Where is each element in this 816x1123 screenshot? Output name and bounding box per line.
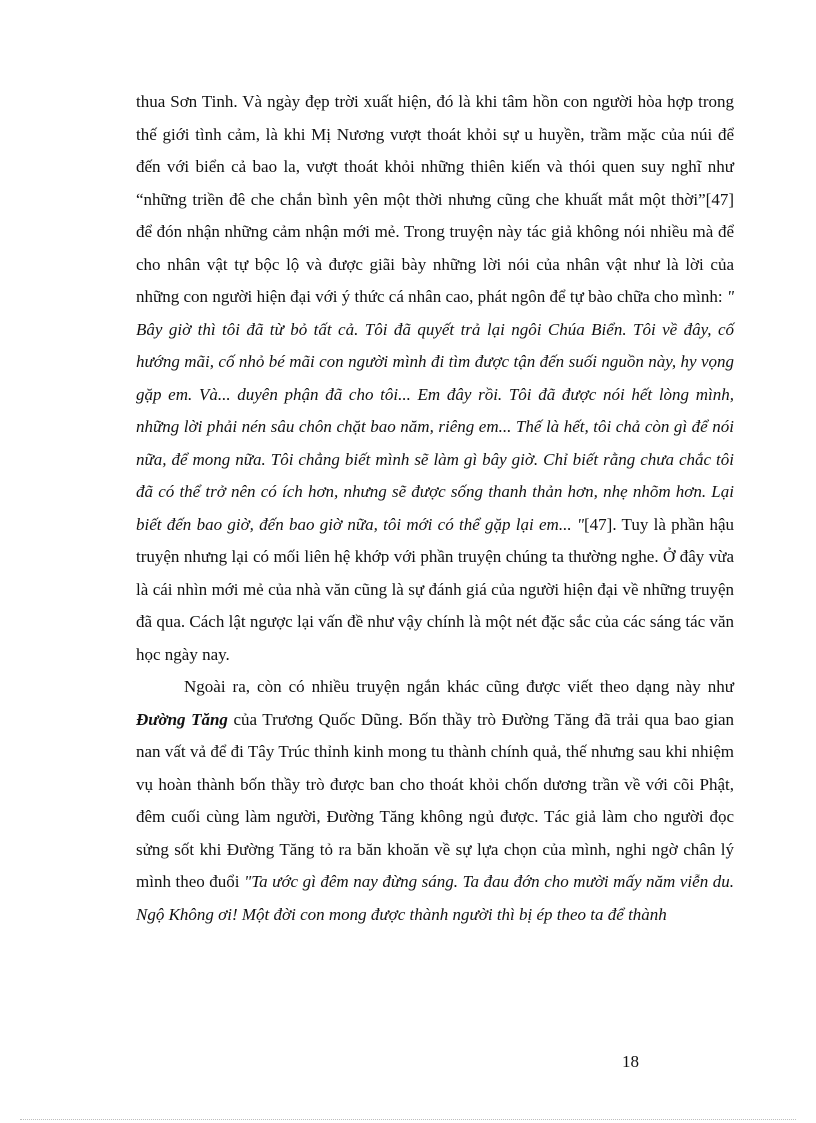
paragraph-2 bbox=[136, 671, 734, 931]
paragraph-2-continuation: của Trương Quốc Dũng. Bốn thầy trò Đường Tăng đã trải qua bao gian nan vất vả để đi Tây Trúc thỉnh kinh mong tu thành chính quả, thế nhưng sau khi nhiệm vụ hoàn thành bốn thầy trò được ban cho thoát khỏi chốn dương trần về với cõi Phật, đêm cuối cùng làm người, Đường Tăng không ngủ được. Tác giả làm cho người đọc sửng sốt khi Đường Tăng tỏ ra băn khoăn về sự lựa chọn của mình, nghi ngờ chân lý mình theo đuổi bbox=[136, 709, 735, 891]
paragraph-1 bbox=[136, 86, 734, 671]
paragraph-1-text: thua Sơn Tinh. Và ngày đẹp trời xuất hiện, đó là khi tâm hồn con người hòa hợp trong thế giới tình cảm, là khi Mị Nương vượt thoát khỏi sự u huyền, trầm mặc của núi để đến với biển cả bao la, vượt thoát khỏi những thiên kiến và thói quen suy nghĩ như “những triền đê che chắn bình yên một thời nhưng cũng che khuất mắt một thời”[47] để đón nhận những cảm nhận mới mẻ. Trong truyện này tác giả không nói nhiều mà để cho nhân vật tự bộc lộ và được giãi bày những lời nói của nhân vật như là lời của những con người hiện đại với ý thức cá nhân cao, phát ngôn để tự bào chữa cho mình: bbox=[136, 92, 734, 306]
page-bottom-border bbox=[20, 1119, 796, 1120]
quotation-duong-tang: "Ta ước gì đêm nay đừng sáng. Ta đau đớn cho mười mấy năm viễn du. Ngộ Không ơi! Một đời con mong được thành người thì bị ép theo ta để thành bbox=[136, 872, 734, 924]
quotation-chua-bien: " Bây giờ thì tôi đã từ bỏ tất cả. Tôi đã quyết trả lại ngôi Chúa Biển. Tôi về đây, cố hướng mãi, cố nhỏ bé mãi con người mình đi tìm được tận đến suối nguồn này, hy vọng gặp em. Và... duyên phận đã cho tôi... Em đây rồi. Tôi đã được nói hết lòng mình, những lời phải nén sâu chôn chặt bao năm, riêng em... Thế là hết, tôi chả còn gì để nói nữa, để mong nữa. Tôi chẳng biết mình sẽ làm gì bây giờ. Chỉ biết rằng chưa chắc tôi đã có thể trở nên có ích hơn, nhưng sẽ được sống thanh thản hơn, nhẹ nhõm hơn. Lại biết đến bao giờ, đến bao giờ nữa, tôi mới có thể gặp lại em... " bbox=[136, 287, 734, 534]
page-number: 18 bbox=[622, 1052, 639, 1071]
paragraph-2-text: Ngoài ra, còn có nhiều truyện ngắn khác cũng được viết theo dạng này như bbox=[184, 677, 734, 696]
document-body bbox=[136, 86, 734, 931]
paragraph-1-continuation: [47]. Tuy là phần hậu truyện nhưng lại có mối liên hệ khớp với phần truyện chúng ta thường nghe. Ở đây vừa là cái nhìn mới mẻ của nhà văn cũng là sự đánh giá của người hiện đại về những truyện đã qua. Cách lật ngược lại vấn đề như vậy chính là một nét đặc sắc của các sáng tác văn học ngày nay. bbox=[136, 514, 734, 664]
work-title-duong-tang: Đường Tăng bbox=[136, 709, 228, 729]
